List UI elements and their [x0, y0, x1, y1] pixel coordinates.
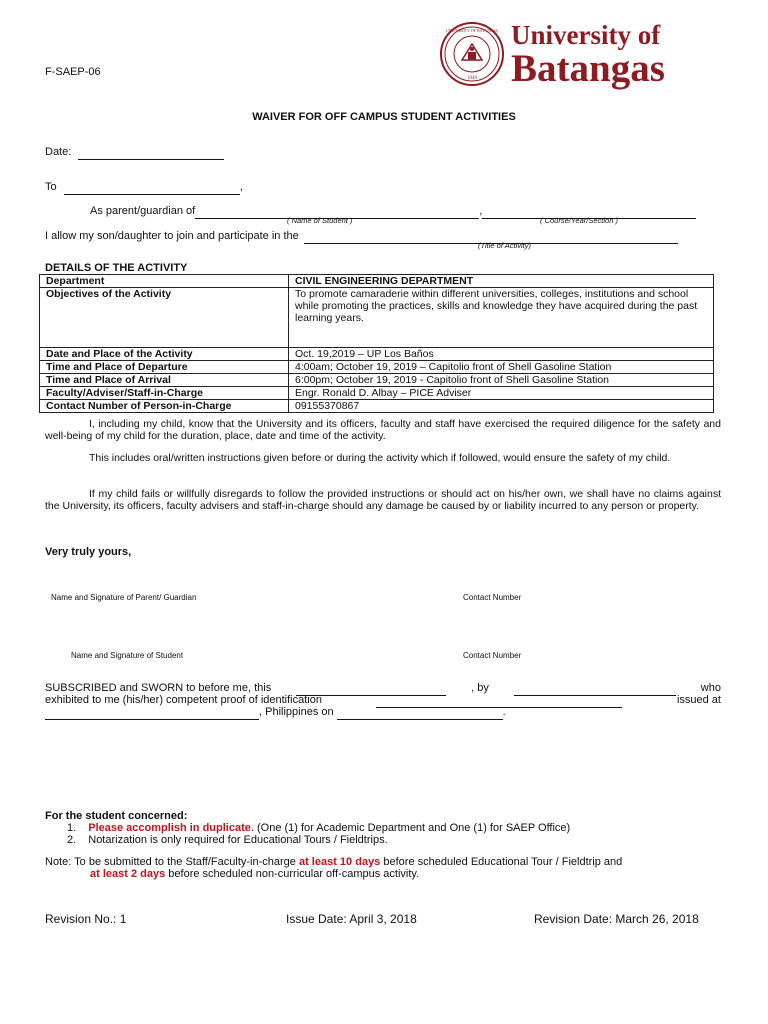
- university-seal-logo: [440, 22, 504, 86]
- row-label: Time and Place of Arrival: [40, 374, 289, 387]
- contact-number-label-1: Contact Number: [463, 593, 522, 602]
- activity-details-table: [39, 274, 714, 413]
- sworn-text: SUBSCRIBED and SWORN to before me, this: [45, 682, 272, 694]
- table-row: [40, 387, 714, 400]
- revision-number: Revision No.: 1: [45, 912, 127, 926]
- emphasis-text: at least 2 days: [90, 868, 166, 880]
- to-label: To: [45, 181, 57, 193]
- sworn-text: .: [502, 706, 506, 718]
- sworn-text: , Philippines on: [259, 706, 334, 718]
- notes-item-2: [67, 834, 388, 847]
- row-value: To promote camaraderie within different universities, colleges, institutions and school while promoting the practices, skills and knowledge they have acquired during the past learning years.: [289, 288, 714, 348]
- row-value: Oct. 19,2019 – UP Los Baños: [289, 348, 714, 361]
- svg-text:UNIVERSITY OF BATANGAS: UNIVERSITY OF BATANGAS: [446, 28, 498, 33]
- note-text: . (One (1) for Academic Department and One (1) for SAEP Office): [250, 822, 571, 834]
- sworn-place-field[interactable]: [45, 706, 259, 720]
- revision-date: Revision Date: March 26, 2018: [534, 912, 699, 926]
- closing: Very truly yours,: [45, 546, 132, 558]
- row-value: 4:00am; October 19, 2019 – Capitolio front of Shell Gasoline Station: [289, 361, 714, 374]
- note-text: before scheduled Educational Tour / Fieldtrip and: [383, 856, 623, 868]
- allow-row: [45, 230, 678, 244]
- row-label: Department: [40, 275, 289, 288]
- row-value: 6:00pm; October 19, 2019 - Capitolio front of Shell Gasoline Station: [289, 374, 714, 387]
- course-caption: ( Course/Year/Section ): [540, 216, 618, 225]
- paragraph-3-text: If my child fails or willfully disregards to follow the provided instructions or should act on his/her own, we shall have no claims against the University, its officers, faculty advisers and staff-in-charge should any damage be caused by or liability incurred to any person or property.: [45, 488, 721, 512]
- sworn-text: exhibited to me (his/her) competent proof of identification: [45, 694, 322, 706]
- paragraph-1-text: I, including my child, know that the University and its officers, faculty and staff have exercised the required diligence for the safety and well-being of my child for the duration, place, date and time of the activity.: [45, 418, 721, 442]
- name-caption: ( Name of Student ): [287, 216, 353, 225]
- sworn-date-field[interactable]: [337, 706, 503, 720]
- note-text: Note: To be submitted to the Staff/Faculty-in-charge: [45, 856, 296, 868]
- parent-row: As parent/guardian of ,: [90, 205, 696, 219]
- form-code: F-SAEP-06: [45, 66, 101, 78]
- issue-date: Issue Date: April 3, 2018: [286, 912, 417, 926]
- table-row: [40, 361, 714, 374]
- sworn-text: issued at: [676, 694, 721, 706]
- to-row: To ,: [45, 181, 243, 193]
- sworn-text: who: [700, 682, 721, 694]
- row-value: Engr. Ronald D. Albay – PICE Adviser: [289, 387, 714, 400]
- sworn-line-3: [45, 706, 506, 720]
- table-row: [40, 348, 714, 361]
- emphasis-text: Please accomplish in duplicate: [88, 822, 251, 834]
- sworn-text: , by: [471, 682, 489, 694]
- table-row: [40, 288, 714, 348]
- student-signature-label: Name and Signature of Student: [71, 651, 184, 660]
- note-line-2: [90, 868, 419, 881]
- to-field[interactable]: [64, 181, 240, 195]
- row-value: CIVIL ENGINEERING DEPARTMENT: [289, 275, 714, 288]
- date-label: Date:: [45, 146, 72, 158]
- row-label: Faculty/Adviser/Staff-in-Charge: [40, 387, 289, 400]
- logo-batangas: Batangas: [511, 47, 665, 90]
- row-label: Contact Number of Person-in-Charge: [40, 400, 289, 413]
- paragraph-3: [45, 488, 721, 512]
- title-caption: (Title of Activity): [478, 241, 531, 250]
- logo-university-of: University of: [511, 20, 661, 50]
- list-number: 1.: [67, 822, 77, 834]
- svg-text:1946: 1946: [467, 76, 477, 81]
- allow-text: I allow my son/daughter to join and participate in the: [45, 230, 299, 242]
- paragraph-2: [45, 452, 721, 464]
- row-value: 09155370867: [289, 400, 714, 413]
- contact-number-label-2: Contact Number: [463, 651, 522, 660]
- table-row: [40, 275, 714, 288]
- document-title: WAIVER FOR OFF CAMPUS STUDENT ACTIVITIES: [252, 111, 516, 123]
- row-label: Date and Place of the Activity: [40, 348, 289, 361]
- paragraph-1: [45, 418, 721, 442]
- note-text: Notarization is only required for Educational Tours / Fieldtrips.: [88, 834, 388, 846]
- date-field[interactable]: [78, 146, 224, 160]
- row-label: Time and Place of Departure: [40, 361, 289, 374]
- parent-signature-label: Name and Signature of Parent/ Guardian: [51, 593, 197, 602]
- list-number: 2.: [67, 834, 77, 846]
- table-row: [40, 374, 714, 387]
- parent-label: As parent/guardian of: [90, 205, 196, 217]
- details-heading: DETAILS OF THE ACTIVITY: [45, 262, 188, 274]
- date-row: [45, 146, 224, 160]
- row-label: Objectives of the Activity: [40, 288, 289, 348]
- emphasis-text: at least 10 days: [298, 856, 381, 868]
- table-row: [40, 400, 714, 413]
- notes-heading: For the student concerned:: [45, 810, 188, 822]
- paragraph-2-text: This includes oral/written instructions given before or during the activity which if followed, would ensure the safety of my child.: [89, 452, 671, 464]
- note-text: before scheduled non-curricular off-campus activity.: [168, 868, 420, 880]
